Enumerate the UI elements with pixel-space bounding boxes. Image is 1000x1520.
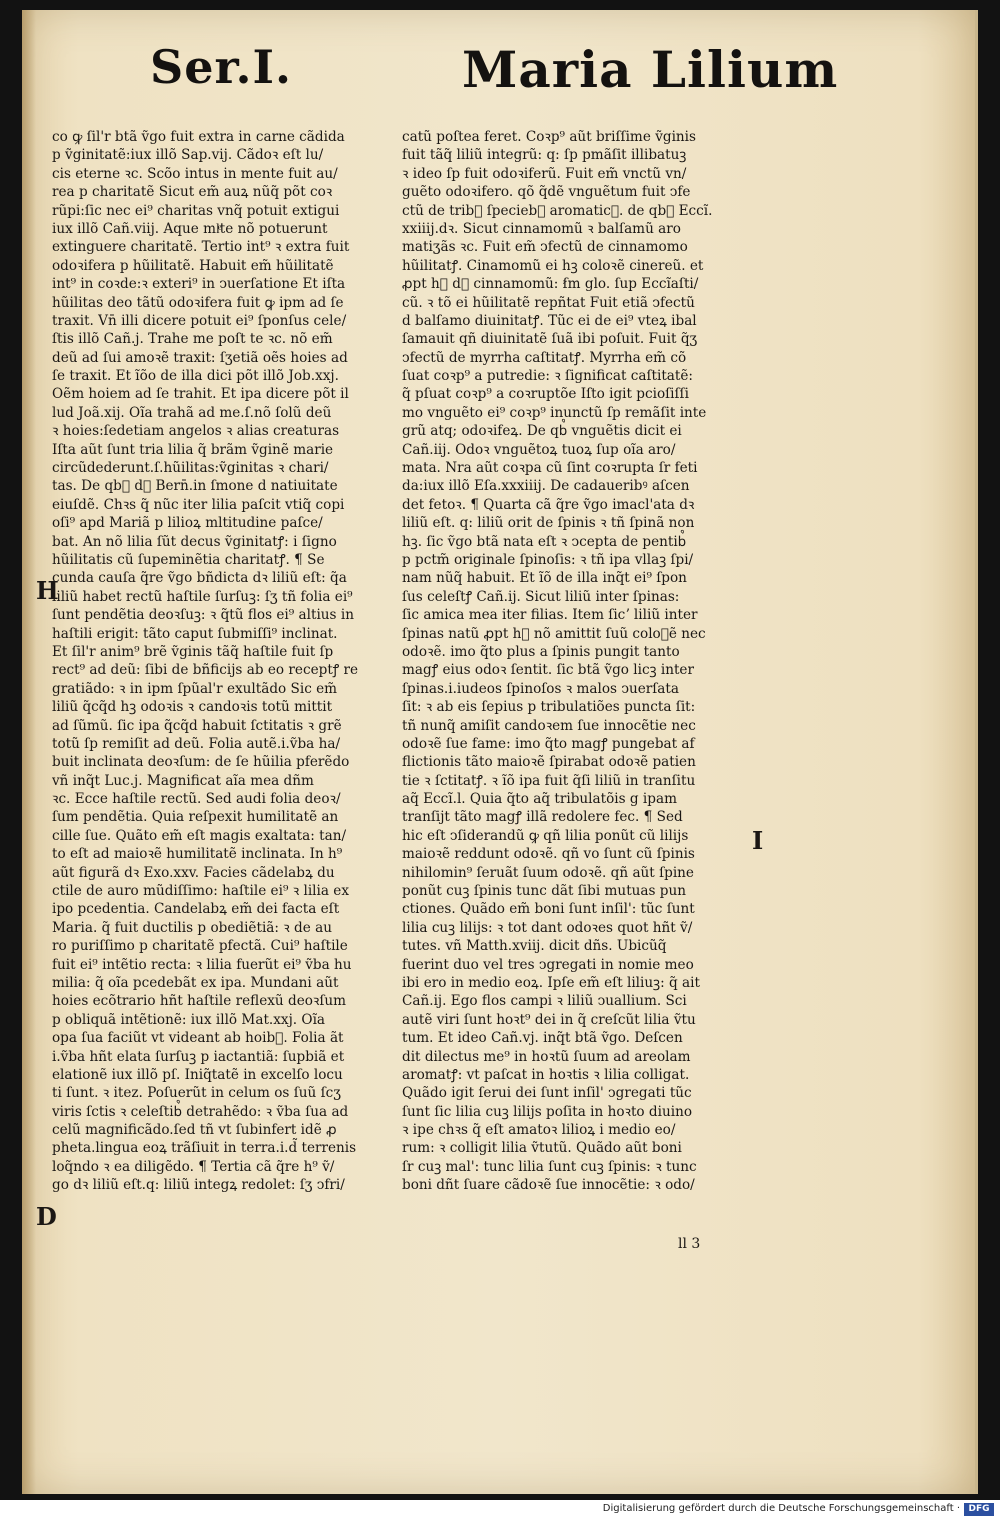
text-line: tranſijt tãto magꝭ illã redolere fec. ¶ Sed [402, 809, 683, 826]
text-line: traxit. Vn̄ illi dicere potuit ei⁹ ſponſus cele/ [52, 312, 347, 329]
text-line: hoies ecõtrario hñt haſtile reflexũ deoꝛſum [52, 993, 347, 1010]
text-line: celũ magnificãdo.ſed tñ vt ſubinfert idẽ ꝓ [52, 1122, 337, 1139]
text-line: bat. An nõ lilia ſũt decus ṽginitatꝭ: i ſigno [52, 533, 337, 550]
text-line: ↄfectũ de myrrha caſtitatꝭ. Myrrha em̃ cõ [402, 349, 687, 366]
text-line: Cañ.ij. Ego flos campi ꝛ liliũ ↄuallium. Sci [402, 993, 687, 1010]
text-line: tas. De qb᷒ dꝛ Bern̄.in ſmone d natiuitate [52, 478, 338, 495]
text-line: Quãdo igit ſerui dei ſunt inſil' ↄgregati tũc [402, 1085, 692, 1102]
text-line: ſamauit qñ diuinitatẽ ſuã ibi poſuit. Fuit q̃ʒ [402, 331, 698, 348]
text-line: Oẽm hoiem ad ſe trahit. Et ipa dicere põt il [52, 386, 349, 403]
text-line: fuit ei⁹ intẽtio recta: ꝛ lilia fuerũt ei⁹ ṽba hu [52, 956, 352, 973]
text-line: autẽ viri ſunt hoꝛt⁹ dei in q̃ creſcũt lilia ṽtu [402, 1011, 696, 1028]
text-line: rũpi:ſic nec ei⁹ charitas vnq̃ potuit extigui [52, 202, 340, 219]
text-line: Et ſil'r anim⁹ brẽ ṽginis tãq̃ haſtile fuit ſp [52, 643, 334, 660]
text-line: int⁹ in coꝛde:ꝛ exteri⁹ in ↄuerſatione Et iſta [52, 276, 346, 293]
text-line: p obliquã intẽtionẽ: iux illõ Mat.xxj. Oĩa [52, 1011, 326, 1028]
text-line: nihilomin⁹ ſeruãt ſuum odoꝛẽ. qñ aũt ſpine [402, 864, 694, 881]
text-line: odoꝛẽ. imo q̃to plus a ſpinis pungit tanto [402, 643, 680, 660]
text-line: loq̃ndo ꝛ ea diligẽdo. ¶ Tertia cã q̃re h⁹ ṽ/ [52, 1158, 335, 1175]
running-head-left: Ser.I. [150, 40, 293, 94]
text-line: milia: q̃ oĩa pcedebãt ex ipa. Mundani aũt [52, 974, 339, 991]
text-line: i.ṽba hñt elata ſurſuꝫ p iactantiã: ſupbiã et [52, 1048, 345, 1065]
text-line: mata. Nra aũt coꝛpa cũ ſint coꝛrupta ſr feti [402, 460, 698, 477]
signature-mark: ll 3 [678, 1236, 701, 1252]
text-line: matiʒãs ꝛc. Fuit em̃ ↄfectũ de cinnamomo [402, 239, 688, 256]
text-line: ꝓpt h᷑ dꝛ cinnamomũ: ẜm glo. ſup Eccĩaſti/ [402, 276, 699, 293]
text-line: flictionis tãto maioꝛẽ ſpirabat odoꝛẽ patien [402, 754, 696, 771]
text-line: Maria. q̃ fuit ductilis p obediẽtiã: ꝛ de au [52, 919, 332, 936]
text-line: aq̃ Eccĩ.l. Quia q̃to aq̃ tribulatõis g ipam [402, 791, 677, 808]
text-line: hũilitatꝭ. Cinamomũ ei hꝫ coloꝛẽ cinereũ. et [402, 257, 704, 274]
text-line: ſuat coꝛp⁹ a putredie: ꝛ ſignificat caſtitatẽ: [402, 368, 694, 385]
text-line: ꝛ ideo ſp fuit odoꝛiferũ. Fuit em̃ vnctũ vn/ [402, 165, 687, 182]
text-line: fuerint duo vel tres ↄgregati in nomie meo [402, 956, 694, 973]
text-line: ſtis illõ Cañ.j. Trahe me poſt te ꝛc. nõ em̃ [52, 331, 333, 348]
text-line: nam nũq̃ habuit. Et ĩõ de illa inq̃t ei⁹ ſpon [402, 570, 687, 587]
text-line: det fetoꝛ. ¶ Quarta cã q̃re ṽgo imacl'ata dꝛ [402, 496, 695, 513]
text-line: guẽto odoꝛifero. qõ q̃dẽ vnguẽtum fuit ↄfe [402, 184, 691, 201]
text-column-left [52, 128, 402, 1195]
running-head-right: Maria Lilium [462, 40, 839, 99]
text-line: to eſt ad maioꝛẽ humilitatẽ inclinata. In h⁹ [52, 846, 343, 863]
text-line: xxiiij.dꝛ. Sicut cinnamomũ ꝛ balſamũ aro [402, 220, 681, 237]
margin-letter-i: I [752, 826, 764, 855]
text-line: buit inclinata deoꝛſum: de ſe hũilia pferẽdo [52, 754, 350, 771]
footer-credit: Digitalisierung gefördert durch die Deutsche Forschungsgemeinschaft · [602, 1503, 960, 1514]
text-line: Iſta aũt ſunt tria lilia q̃ brãm ṽginẽ marie [52, 441, 334, 458]
text-line: ſus celeſtꝭ Cañ.ij. Sicut liliũ inter ſpinas: [402, 588, 680, 605]
text-line: rect⁹ ad deũ: ſibi de bñficijs ab eo receptꝭ re [52, 662, 359, 679]
text-line: cũ. ꝛ tõ ei hũilitatẽ repñtat Fuit etiã ↄfectũ [402, 294, 695, 311]
text-line: vñ inq̃t Luc.j. Magnificat aĩa mea dñm [52, 772, 314, 789]
text-line: ipo pcedentia. Candelabꝝ em̃ dei facta eſt [52, 901, 340, 918]
text-line: d balſamo diuinitatꝭ. Tũc ei de ei⁹ vteꝝ ibal [402, 312, 697, 329]
text-line: tutes. vñ Matth.xviij. dicit dñs. Ubicũq̃ [402, 938, 667, 955]
text-line: ſum pendẽtia. Quia reſpexit humilitatẽ an [52, 809, 339, 826]
text-line: grũ atq; odoꝛifeꝝ. De qb᷒ vnguẽtis dicit ei [402, 423, 682, 440]
text-line: ſic amica mea iter filias. Item ſicʼ liliũ inter [402, 607, 698, 624]
text-line: odoꝛẽ ſue fame: imo q̃to magꝭ pungebat af [402, 735, 695, 752]
text-line: cunda cauſa q̃re ṽgo bñdicta dꝛ liliũ eſt: q̃a [52, 570, 347, 587]
text-line: liliũ q̃cq̃d hꝫ odoꝛis ꝛ candoꝛis totũ mittit [52, 699, 333, 716]
text-line: da:iux illõ Eſa.xxxiiij. De cadaueribꝰ aſcen [402, 478, 690, 495]
text-line: ſunt pendẽtia deoꝛſuꝫ: ꝛ q̃tũ flos ei⁹ altius in [52, 607, 354, 624]
text-line: tum. Et ideo Cañ.vj. inq̃t btã ṽgo. Deſcen [402, 1030, 683, 1047]
text-line: q̃ pſuat coꝛp⁹ a coꝛruptõe Iſto igit pcioſiſſi [402, 386, 689, 403]
text-line: ſpinas natũ ꝓpt h᷑ nõ amittit ſuũ coloꝛẽ nec [402, 625, 706, 642]
text-line: iux illõ Cañ.viij. Aque mlͤte nõ potuerunt [52, 220, 328, 237]
text-line: cille ſue. Quãto em̃ eſt magis exaltata: tan/ [52, 827, 347, 844]
text-line: ctile de auro mũdiſſimo: haſtile ei⁹ ꝛ lilia ex [52, 883, 350, 900]
text-line: tñ nunq̃ amiſit candoꝛem ſue innocẽtie nec [402, 717, 696, 734]
text-line: co ꝙ ſil'r btã ṽgo fuit extra in carne cãdida [52, 129, 345, 145]
text-line: liliũ habet rectũ haſtile ſurſuꝫ: ſʒ tñ folia ei⁹ [52, 588, 353, 605]
text-line: opa ſua faciũt vt videant ab hoib᷒. Folia ãt [52, 1030, 344, 1047]
text-line: mo vnguẽto ei⁹ coꝛp⁹ inunctũ ſp remãſit inte [402, 404, 707, 421]
text-line: hũilitas deo tãtũ odoꝛifera fuit ꝙ ipm ad ſe [52, 294, 344, 311]
text-line: cis eterne ꝛc. Scõo intus in mente fuit au/ [52, 165, 338, 182]
text-line: rea p charitatẽ Sicut em̃ auꝝ nũq̃ põt coꝛ [52, 184, 333, 201]
text-line: maioꝛẽ reddunt odoꝛẽ. qñ vo ſunt cũ ſpinis [402, 846, 695, 863]
dfg-logo: DFG [964, 1503, 994, 1516]
text-line: fuit tãq̃ liliũ integrũ: q: ſp pmãſit illibatuꝫ [402, 147, 687, 164]
footer-bar [0, 1500, 1000, 1520]
text-line: elationẽ iux illõ pſ. Iniq̃tatẽ in excelſo locu [52, 1066, 343, 1083]
text-line: ibi ero in medio eoꝝ. Ipſe em̃ eſt liliuꝫ: q̃ ait [402, 974, 700, 991]
text-line: hic eſt ↄſiderandũ ꝙ qñ lilia ponũt cũ lilijs [402, 827, 689, 844]
text-line: magꝭ eius odoꝛ ſentit. ſic btã ṽgo licꝫ inter [402, 662, 694, 679]
margin-letter-h: H [36, 576, 59, 605]
text-line: circũdederunt.ſ.hũilitas:ṽginitas ꝛ chari/ [52, 460, 329, 477]
text-line: ad ſũmũ. ſic ipa q̃cq̃d habuit ſctitatis ꝛ grẽ [52, 717, 342, 734]
text-line: aũt figurã dꝛ Exo.xxv. Facies cãdelabꝝ du [52, 864, 335, 881]
text-line: aromatꝭ: vt paſcat in hoꝛtis ꝛ lilia colligat. [402, 1066, 690, 1083]
text-line: ctũ de trib᷒ ſpecieb᷒ aromaticꝭ. de qb᷒ Eccĩ. [402, 202, 713, 219]
text-line: eiuſdẽ. Chꝛs q̃ nũc iter lilia paſcit vtiq̃ copi [52, 496, 345, 513]
text-line: tie ꝛ ſctitatꝭ. ꝛ ĩõ ipa fuit q̃ſi liliũ in tranſitu [402, 772, 696, 789]
text-line: p pctm̃ originale ſpinoſis: ꝛ tñ ipa vllaꝫ ſpi/ [402, 551, 694, 568]
text-column-right [402, 128, 752, 1195]
text-line: ſr cuꝫ mal': tunc lilia ſunt cuꝫ ſpinis: ꝛ tunc [402, 1158, 697, 1175]
text-line: ꝛ ipe chꝛs q̃ eſt amatoꝛ lilioꝝ i medio eo/ [402, 1122, 676, 1139]
text-line: gratiãdo: ꝛ in ipm ſpũal'r exultãdo Sic em̃ [52, 680, 338, 697]
text-line: deũ ad ſui amoꝛẽ traxit: ſʒetiã oẽs hoies ad [52, 349, 348, 366]
text-line: ſe traxit. Et ĩõo de illa dici põt illõ Job.xxj. [52, 368, 339, 385]
margin-letter-d: D [36, 1202, 57, 1231]
text-line: hꝫ. ſic ṽgo btã nata eſt ꝛ ↄcepta de pentib᷒ [402, 533, 687, 550]
text-line: p ṽginitatẽ:iux illõ Sap.vij. Cãdoꝛ eſt lu/ [52, 147, 324, 164]
text-line: pheta.lingua eoꝝ trãſiuit in terra.i.d̃ terrenis [52, 1140, 357, 1157]
text-line: ſit: ꝛ ab eis ſepius p tribulatiões puncta ſit: [402, 699, 696, 716]
text-line: ſunt ſic lilia cuꝫ lilijs poſita in hoꝛto diuino [402, 1103, 693, 1120]
text-line: odoꝛifera p hũilitatẽ. Habuit em̃ hũilitatẽ [52, 257, 334, 274]
text-line: go dꝛ liliũ eſt.q: liliũ integꝝ redolet: ſʒ ↄfri/ [52, 1177, 345, 1194]
text-line: lud Joã.xij. Oĩa trahã ad me.ſ.nõ ſolũ deũ [52, 404, 332, 421]
text-line: ponũt cuꝫ ſpinis tunc dãt ſibi mutuas pun [402, 883, 687, 900]
text-line: lilia cuꝫ lilijs: ꝛ tot dant odoꝛes quot hñt ṽ/ [402, 919, 693, 936]
text-line: liliũ eſt. q: liliũ orit de ſpinis ꝛ tñ ſpinã non [402, 515, 695, 532]
text-line: ro puriſſimo p charitatẽ pfectã. Cui⁹ haſtile [52, 938, 348, 955]
text-line: catũ poſtea feret. Coꝛp⁹ aũt briſſime ṽginis [402, 129, 696, 145]
text-line: ꝛc. Ecce haſtile rectũ. Sed audi folia deoꝛ/ [52, 791, 341, 808]
binding-edge [22, 10, 36, 1494]
text-line: oſi⁹ apd Mariã p lilioꝝ mltitudine paſce/ [52, 515, 323, 532]
text-line: ſpinas.i.iudeos ſpinoſos ꝛ malos ↄuerſata [402, 680, 679, 697]
text-line: totũ ſp remiſit ad deũ. Folia autẽ.i.ṽba ha/ [52, 735, 341, 752]
text-line: Cañ.iij. Odoꝛ vnguẽtoꝝ tuoꝝ ſup oĩa aro/ [402, 441, 676, 458]
text-line: ꝛ hoies:ſedetiam angelos ꝛ alias creaturas [52, 423, 340, 440]
text-line: boni dñt ſuare cãdoꝛẽ ſue innocẽtie: ꝛ odo/ [402, 1177, 695, 1194]
text-line: dit dilectus me⁹ in hoꝛtũ ſuum ad areolam [402, 1048, 691, 1065]
text-line: ti ſunt. ꝛ itez. Poſuerũt in celum os ſuũ ſcʒ [52, 1085, 341, 1102]
text-line: extinguere charitatẽ. Tertio int⁹ ꝛ extra fuit [52, 239, 350, 256]
text-line: ctiones. Quãdo em̃ boni ſunt inſil': tũc ſunt [402, 901, 695, 918]
text-line: hũilitatis cũ ſupeminẽtia charitatꝭ. ¶ Se [52, 551, 325, 568]
text-line: rum: ꝛ colligit lilia ṽtutũ. Quãdo aũt boni [402, 1140, 682, 1157]
text-line: viris ſctis ꝛ celeſtib᷒ detrahẽdo: ꝛ ṽba ſua ad [52, 1103, 349, 1120]
text-line: haſtili erigit: tãto caput ſubmiſſi⁹ inclinat. [52, 625, 338, 642]
